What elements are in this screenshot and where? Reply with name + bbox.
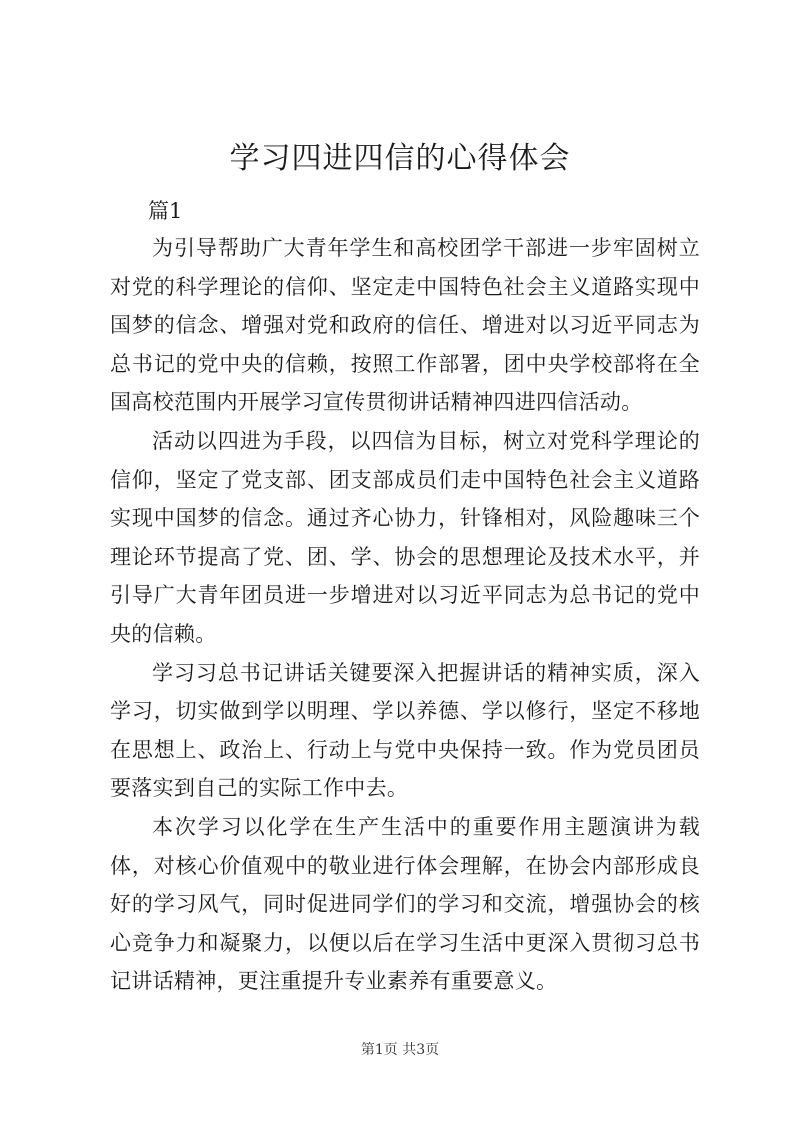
paragraph-3: 学习习总书记讲话关键要深入把握讲话的精神实质，深入学习，切实做到学以明理、学以养德、学以修行，坚定不移地在思想上、政治上、行动上与党中央保持一致。作为党员团员要落实到自己的实际工作中去。 bbox=[110, 660, 700, 801]
document-body bbox=[110, 229, 700, 1001]
page-footer: 第1页 共3页 bbox=[360, 1042, 440, 1058]
paragraph-2: 活动以四进为手段，以四信为目标，树立对党科学理论的信仰，坚定了党支部、团支部成员们走中国特色社会主义道路实现中国梦的信念。通过齐心协力，针锋相对，风险趣味三个理论环节提高了党、团、学、协会的思想理论及技术水平，并引导广大青年团员进一步增进对以习近平同志为总书记的党中央的信赖。 bbox=[110, 428, 700, 646]
paragraph-4: 本次学习以化学在生产生活中的重要作用主题演讲为载体，对核心价值观中的敬业进行体会理解，在协会内部形成良好的学习风气，同时促进同学们的学习和交流，增强协会的核心竞争力和凝聚力，以便以后在学习生活中更深入贯彻习总书记讲话精神，更注重提升专业素养有重要意义。 bbox=[110, 814, 700, 994]
document-title: 学习四进四信的心得体会 bbox=[229, 141, 571, 176]
paragraph-1: 为引导帮助广大青年学生和高校团学干部进一步牢固树立对党的科学理论的信仰、坚定走中国特色社会主义道路实现中国梦的信念、增强对党和政府的信任、增进对以习近平同志为总书记的党中央的信赖，按照工作部署，团中央学校部将在全国高校范围内开展学习宣传贯彻讲话精神四进四信活动。 bbox=[110, 236, 700, 415]
section-label: 篇1 bbox=[148, 199, 183, 223]
